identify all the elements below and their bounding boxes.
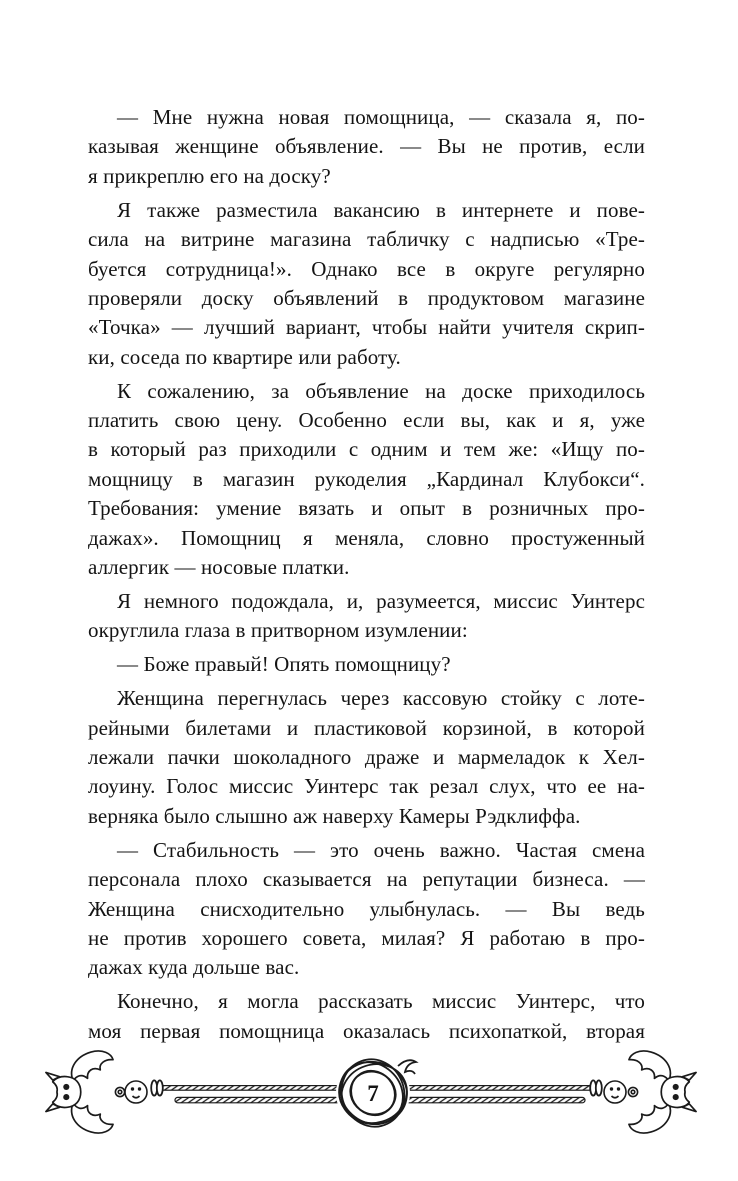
skull-bead-icon: [125, 1081, 147, 1103]
text-line: лоуину. Голос миссис Уинтерс так резал слух, что ее на-: [88, 774, 645, 799]
text-line: сила на витрине магазина табличку с надписью «Тре-: [88, 227, 645, 252]
text-line: казывая женщине объявление. — Вы не против, если: [88, 134, 645, 159]
paragraph: [88, 103, 645, 191]
text-line: проверяли доску объявлений в продуктовом магазине: [88, 285, 645, 310]
right-bat-icon: [629, 1051, 696, 1133]
text-line: — Боже правый! Опять помощницу?: [117, 652, 451, 677]
text-line: Я также разместила вакансию в интернете и пове-: [117, 197, 645, 222]
text-line: мощницу в магазин рукоделия „Кардинал Клубокси“.: [88, 466, 645, 491]
footer-ornament: [0, 1038, 738, 1158]
text-line: К сожалению, за объявление на доске приходилось: [117, 378, 645, 403]
double-ring-icon: [590, 1080, 602, 1095]
text-line: Женщина перегнулась через кассовую стойку с лоте-: [117, 686, 645, 711]
paragraph: [88, 587, 645, 646]
text-line: моя первая помощница оказалась психопаткой, вторая: [88, 1018, 645, 1043]
text-line: в который раз приходили с одним и тем же: «Ищу по-: [88, 437, 645, 462]
text-line: «Точка» — лучший вариант, чтобы найти учителя скрип-: [88, 315, 645, 340]
text-line: дажах». Помощниц я меняла, словно простуженный: [88, 525, 645, 550]
text-line: дажах куда дольше вас.: [88, 955, 300, 980]
text-line: персонала плохо сказывается на репутации бизнеса. —: [88, 867, 645, 892]
double-ring-icon: [151, 1080, 163, 1095]
skull-bead-icon: [604, 1081, 626, 1103]
text-line: рейными билетами и пластиковой корзиной, в которой: [88, 715, 645, 740]
text-line: округлила глаза в притворном изумлении:: [88, 618, 468, 643]
paragraph: [88, 836, 645, 983]
ring-bead-icon: [115, 1087, 124, 1096]
page-text: [88, 103, 645, 1046]
page-number: 7: [367, 1081, 379, 1106]
ring-bead-icon: [628, 1087, 637, 1096]
text-line: — Мне нужна новая помощница, — сказала я, по-: [117, 105, 645, 129]
text-line: верняка было слышно аж наверху Камеры Рэдклиффа.: [88, 803, 581, 828]
text-line: не против хорошего совета, милая? Я работаю в про-: [88, 925, 645, 950]
wreath-icon: [328, 1049, 416, 1136]
text-line: Я немного подождала, и, разумеется, миссис Уинтерс: [117, 589, 645, 613]
paragraph: [88, 684, 645, 831]
paragraph: [88, 650, 645, 679]
text-line: Требования: умение вязать и опыт в розничных про-: [88, 496, 645, 521]
paragraph: [88, 196, 645, 372]
text-line: Конечно, я могла рассказать миссис Уинтерс, что: [117, 989, 645, 1014]
text-line: лежали пачки шоколадного драже и мармеладок к Хел-: [88, 745, 645, 770]
text-line: я прикреплю его на доску?: [88, 163, 331, 188]
text-line: аллергик — носовые платки.: [88, 555, 350, 580]
text-line: платить свою цену. Особенно если вы, как и я, уже: [88, 408, 645, 433]
text-line: буется сотрудница!». Однако все в округе регулярно: [88, 256, 645, 281]
paragraph: [88, 377, 645, 583]
text-line: ки, соседа по квартире или работу.: [88, 344, 401, 369]
left-bat-icon: [46, 1051, 113, 1133]
text-line: Женщина снисходительно улыбнулась. — Вы ведь: [88, 896, 645, 921]
text-line: — Стабильность — это очень важно. Частая смена: [117, 837, 645, 862]
